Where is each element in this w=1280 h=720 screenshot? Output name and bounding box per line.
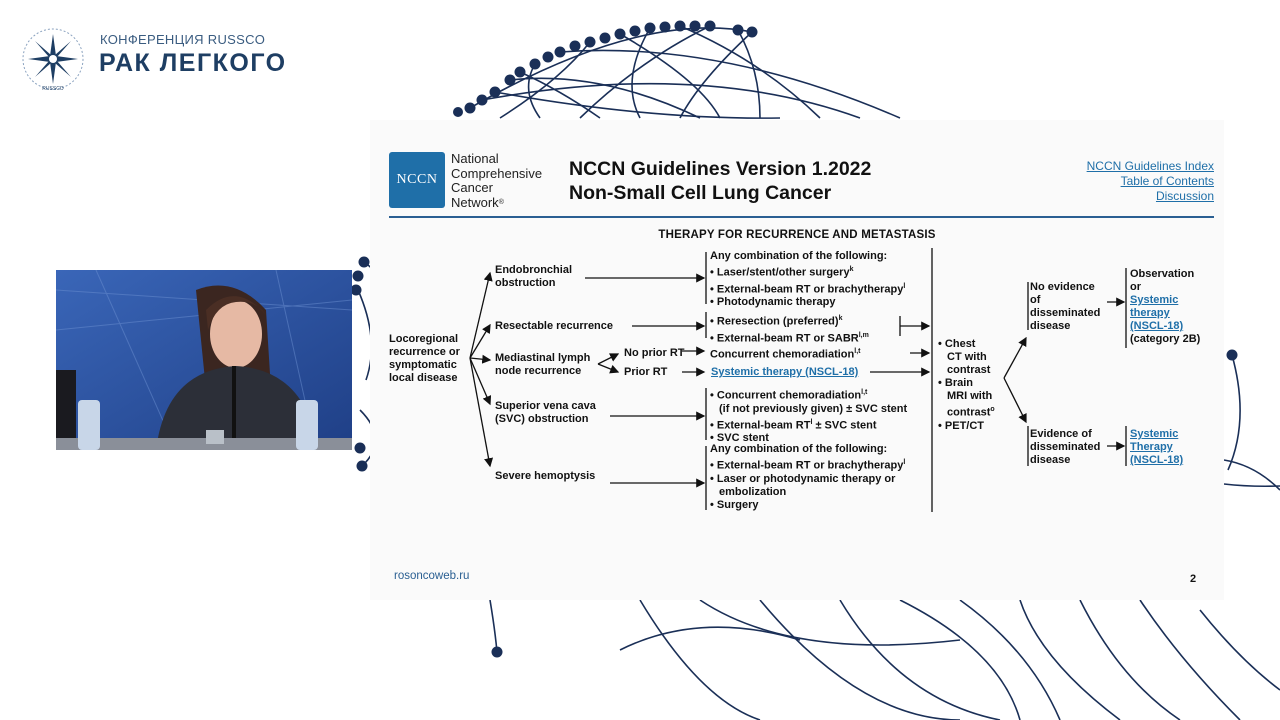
hemoptysis-treatment: Any combination of the following: • External-beam RT or brachytherapy$^l$ • Laser or photodynamic therapy or embolization • Surgery (710, 443, 906, 511)
observation-option: Observation or Systemic therapy (NSCL-18) (category 2B) (1130, 268, 1201, 345)
link-discussion[interactable]: Discussion (1155, 189, 1214, 203)
concurrent-chemoradiation: Concurrent chemoradiation$^{l,t}$ (710, 348, 861, 361)
conference-subtitle: КОНФЕРЕНЦИЯ RUSSCO (100, 32, 266, 47)
russco-emblem-icon (20, 26, 86, 92)
link-systemic-therapy[interactable]: Systemic therapy (NSCL-18) (711, 366, 859, 378)
branch-resectable: Resectable recurrence (495, 320, 614, 332)
endobronchial-treatment: Any combination of the following: • Laser/stent/other surgery$^k$ • External-beam RT or brachytherapy$^l$ • Photodynamic therapy (710, 250, 906, 309)
presentation-slide (370, 120, 1224, 600)
organization-name: National Comprehensive Cancer Network® (451, 151, 543, 210)
link-systemic-therapy-disseminated[interactable]: Systemic Therapy (NSCL-18) (1130, 428, 1184, 466)
link-systemic-therapy-2b[interactable]: Systemic therapy (NSCL-18) (1130, 294, 1184, 332)
emblem-label: RUSSCO (42, 86, 64, 92)
no-evidence-disseminated: No evidence of disseminated disease (1030, 281, 1101, 332)
nccn-logo: NCCN (389, 152, 445, 208)
workup-imaging: • Chest CT with contrast • Brain MRI with contrast$^o$ • PET/CT (938, 338, 995, 432)
branch-mediastinal: Mediastinal lymph node recurrence (495, 352, 591, 377)
conference-title: РАК ЛЕГКОГО (99, 49, 287, 77)
branch-svc: Superior vena cava (SVC) obstruction (495, 400, 596, 425)
speaker-video[interactable] (56, 270, 352, 450)
page-number: 2 (1190, 573, 1197, 585)
link-table-of-contents[interactable]: Table of Contents (1120, 174, 1214, 188)
prior-rt: Prior RT (624, 366, 668, 378)
link-guidelines-index[interactable]: NCCN Guidelines Index (1086, 159, 1214, 173)
branch-hemoptysis: Severe hemoptysis (495, 470, 596, 482)
footer-url: rosoncoweb.ru (394, 570, 470, 582)
evidence-disseminated: Evidence of disseminated disease (1030, 428, 1101, 466)
svc-treatment: • Concurrent chemoradiation$^{l,t}$ (if not previously given) ± SVC stent • External-beam $RT^l$ ± SVC stent • SVC stent (710, 389, 908, 445)
resectable-treatment: • Reresection (preferred)$^k$ • External-beam RT or SABR$^{l,m}$ (710, 315, 869, 345)
root-locoregional-recurrence: Locoregional recurrence or symptomatic local disease (389, 333, 460, 384)
section-title: THERAPY FOR RECURRENCE AND METASTASIS (658, 229, 936, 241)
branch-endobronchial: Endobronchial obstruction (495, 264, 572, 289)
no-prior-rt: No prior RT (624, 347, 685, 359)
guideline-title: NCCN Guidelines Version 1.2022 Non-Small Cell Lung Cancer (569, 158, 872, 204)
